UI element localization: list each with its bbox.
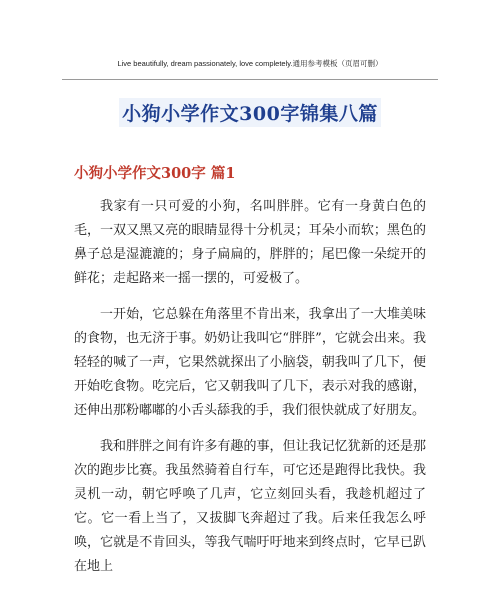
header-divider — [62, 79, 438, 80]
document-title-text: 小狗小学作文300字锦集八篇 — [119, 98, 381, 127]
page-header-tagline: Live beautifully, dream passionately, love completely.通用参考模板（页眉可删） — [117, 59, 383, 68]
article-body — [74, 195, 426, 591]
document-title — [0, 98, 500, 127]
section-heading: 小狗小学作文300字 篇1 — [74, 165, 236, 182]
paragraph: 我家有一只可爱的小狗，名叫胖胖。它有一身黄白色的毛，一双又黑又亮的眼睛显得十分机灵；耳朵小而软；黑色的鼻子总是湿漉漉的；身子扁扁的，胖胖的；尾巴像一朵绽开的鲜花；走起路来一摇一摆的，可爱极了。 — [74, 199, 426, 286]
paragraph: 一开始，它总躲在角落里不肯出来，我拿出了一大堆美味的食物，也无济于事。奶奶让我叫它“胖胖”，它就会出来。我轻轻的喊了一声，它果然就探出了小脑袋，朝我叫了几下，便开始吃食物。吃完后，它又朝我叫了几下，表示对我的感谢，还伸出那粉嘟嘟的小舌头舔我的手，我们很快就成了好朋友。 — [74, 307, 426, 418]
paragraph: 我和胖胖之间有许多有趣的事，但让我记忆犹新的还是那次的跑步比赛。我虽然骑着自行车，可它还是跑得比我快。我灵机一动，朝它呼唤了几声，它立刻回头看，我趁机超过了它。它一看上当了，又拔脚飞奔超过了我。后来任我怎么呼唤，它就是不肯回头，等我气喘吁吁地来到终点时，它早已趴在地上 — [74, 439, 426, 574]
